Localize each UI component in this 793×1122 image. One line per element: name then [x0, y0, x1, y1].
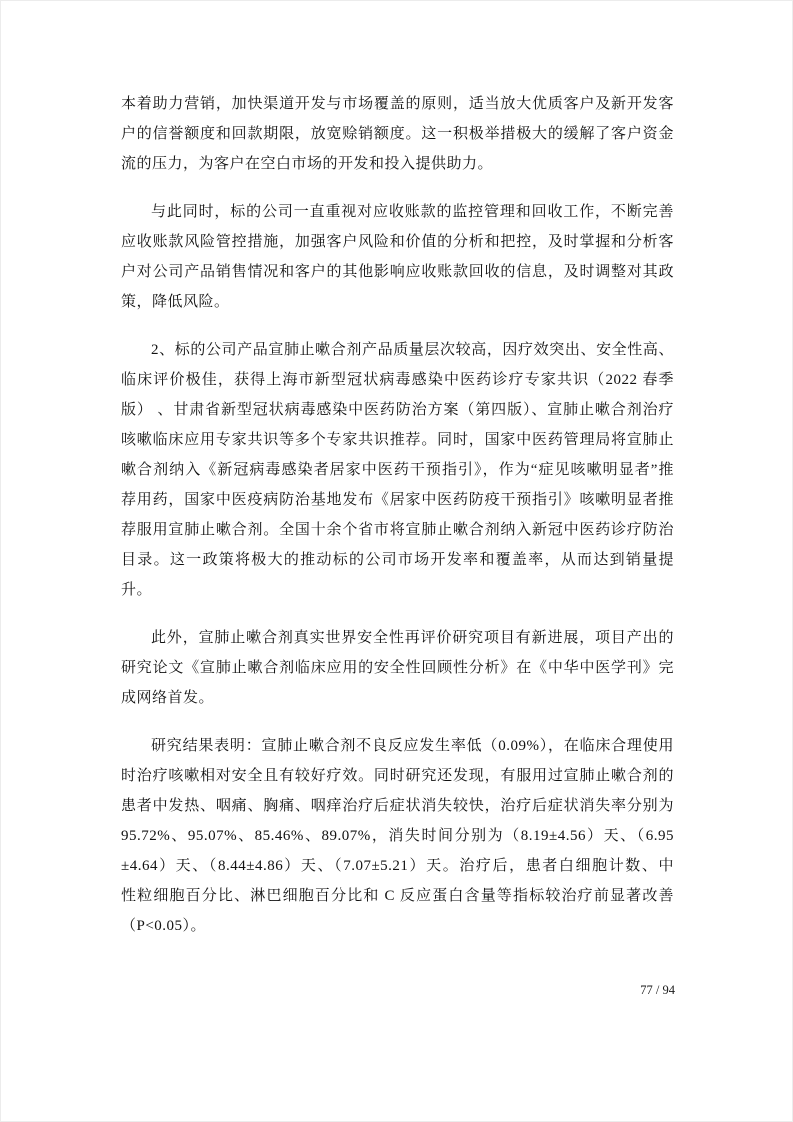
text-line: 患者中发热、咽痛、胸痛、咽痒治疗后症状消失较快，治疗后症状消失率分别为 [121, 798, 674, 814]
text-line: 成网络首发。 [121, 690, 215, 706]
text-line: 研究结果表明：宣肺止嗽合剂不良反应发生率低（0.09%），在临床合理使用 [151, 738, 674, 754]
text-line: 性粒细胞百分比、淋巴细胞百分比和 C 反应蛋白含量等指标较治疗前显著改善 [121, 888, 674, 904]
text-line: 应收账款风险管控措施，加强客户风险和价值的分析和把控，及时掌握和分析客 [121, 234, 674, 250]
text-line: 研究论文《宣肺止嗽合剂临床应用的安全性回顾性分析》在《中华中医学刊》完 [121, 660, 674, 676]
paragraph [121, 335, 674, 605]
paragraph [121, 731, 674, 941]
text-line: 95.72%、95.07%、85.46%、89.07%，消失时间分别为（8.19±4.56）天、（6.95 [121, 828, 674, 844]
text-line: 咳嗽临床应用专家共识等多个专家共识推荐。同时，国家中医药管理局将宣肺止 [121, 432, 674, 448]
text-line: ±4.64）天、（8.44±4.86）天、（7.07±5.21）天。治疗后，患者白细胞计数、中 [121, 858, 674, 874]
text-line: 荐用药，国家中医疫病防治基地发布《居家中医药防疫干预指引》咳嗽明显者推 [121, 492, 674, 508]
text-line: 2、标的公司产品宣肺止嗽合剂产品质量层次较高，因疗效突出、安全性高、 [151, 342, 674, 358]
text-line: 时治疗咳嗽相对安全且有较好疗效。同时研究还发现，有服用过宣肺止嗽合剂的 [121, 768, 674, 784]
text-line: 户对公司产品销售情况和客户的其他影响应收账款回收的信息，及时调整对其政 [121, 264, 674, 280]
text-line: 流的压力，为客户在空白市场的开发和投入提供助力。 [121, 156, 494, 172]
text-line: 版） 、甘肃省新型冠状病毒感染中医药防治方案（第四版）、宣肺止嗽合剂治疗 [121, 402, 674, 418]
text-line: 与此同时，标的公司一直重视对应收账款的监控管理和回收工作，不断完善 [151, 204, 674, 220]
paragraph [121, 89, 674, 179]
text-line: 此外，宣肺止嗽合剂真实世界安全性再评价研究项目有新进展，项目产出的 [151, 630, 674, 646]
document-body [121, 89, 674, 959]
text-line: 本着助力营销，加快渠道开发与市场覆盖的原则，适当放大优质客户及新开发客 [121, 96, 674, 112]
text-line: 嗽合剂纳入《新冠病毒感染者居家中医药干预指引》，作为“症见咳嗽明显者”推 [121, 462, 674, 478]
page-number: 77 / 94 [640, 983, 675, 997]
text-line: （P<0.05）。 [121, 918, 207, 934]
paragraph [121, 623, 674, 713]
text-line: 临床评价极佳，获得上海市新型冠状病毒感染中医药诊疗专家共识（2022 春季 [121, 372, 674, 388]
text-line: 目录。这一政策将极大的推动标的公司市场开发率和覆盖率，从而达到销量提升。 [121, 552, 674, 598]
paragraph [121, 197, 674, 317]
text-line: 户的信誉额度和回款期限，放宽赊销额度。这一积极举措极大的缓解了客户资金 [121, 126, 674, 142]
text-line: 荐服用宣肺止嗽合剂。全国十余个省市将宣肺止嗽合剂纳入新冠中医药诊疗防治 [121, 522, 674, 538]
text-line: 策，降低风险。 [121, 294, 230, 310]
